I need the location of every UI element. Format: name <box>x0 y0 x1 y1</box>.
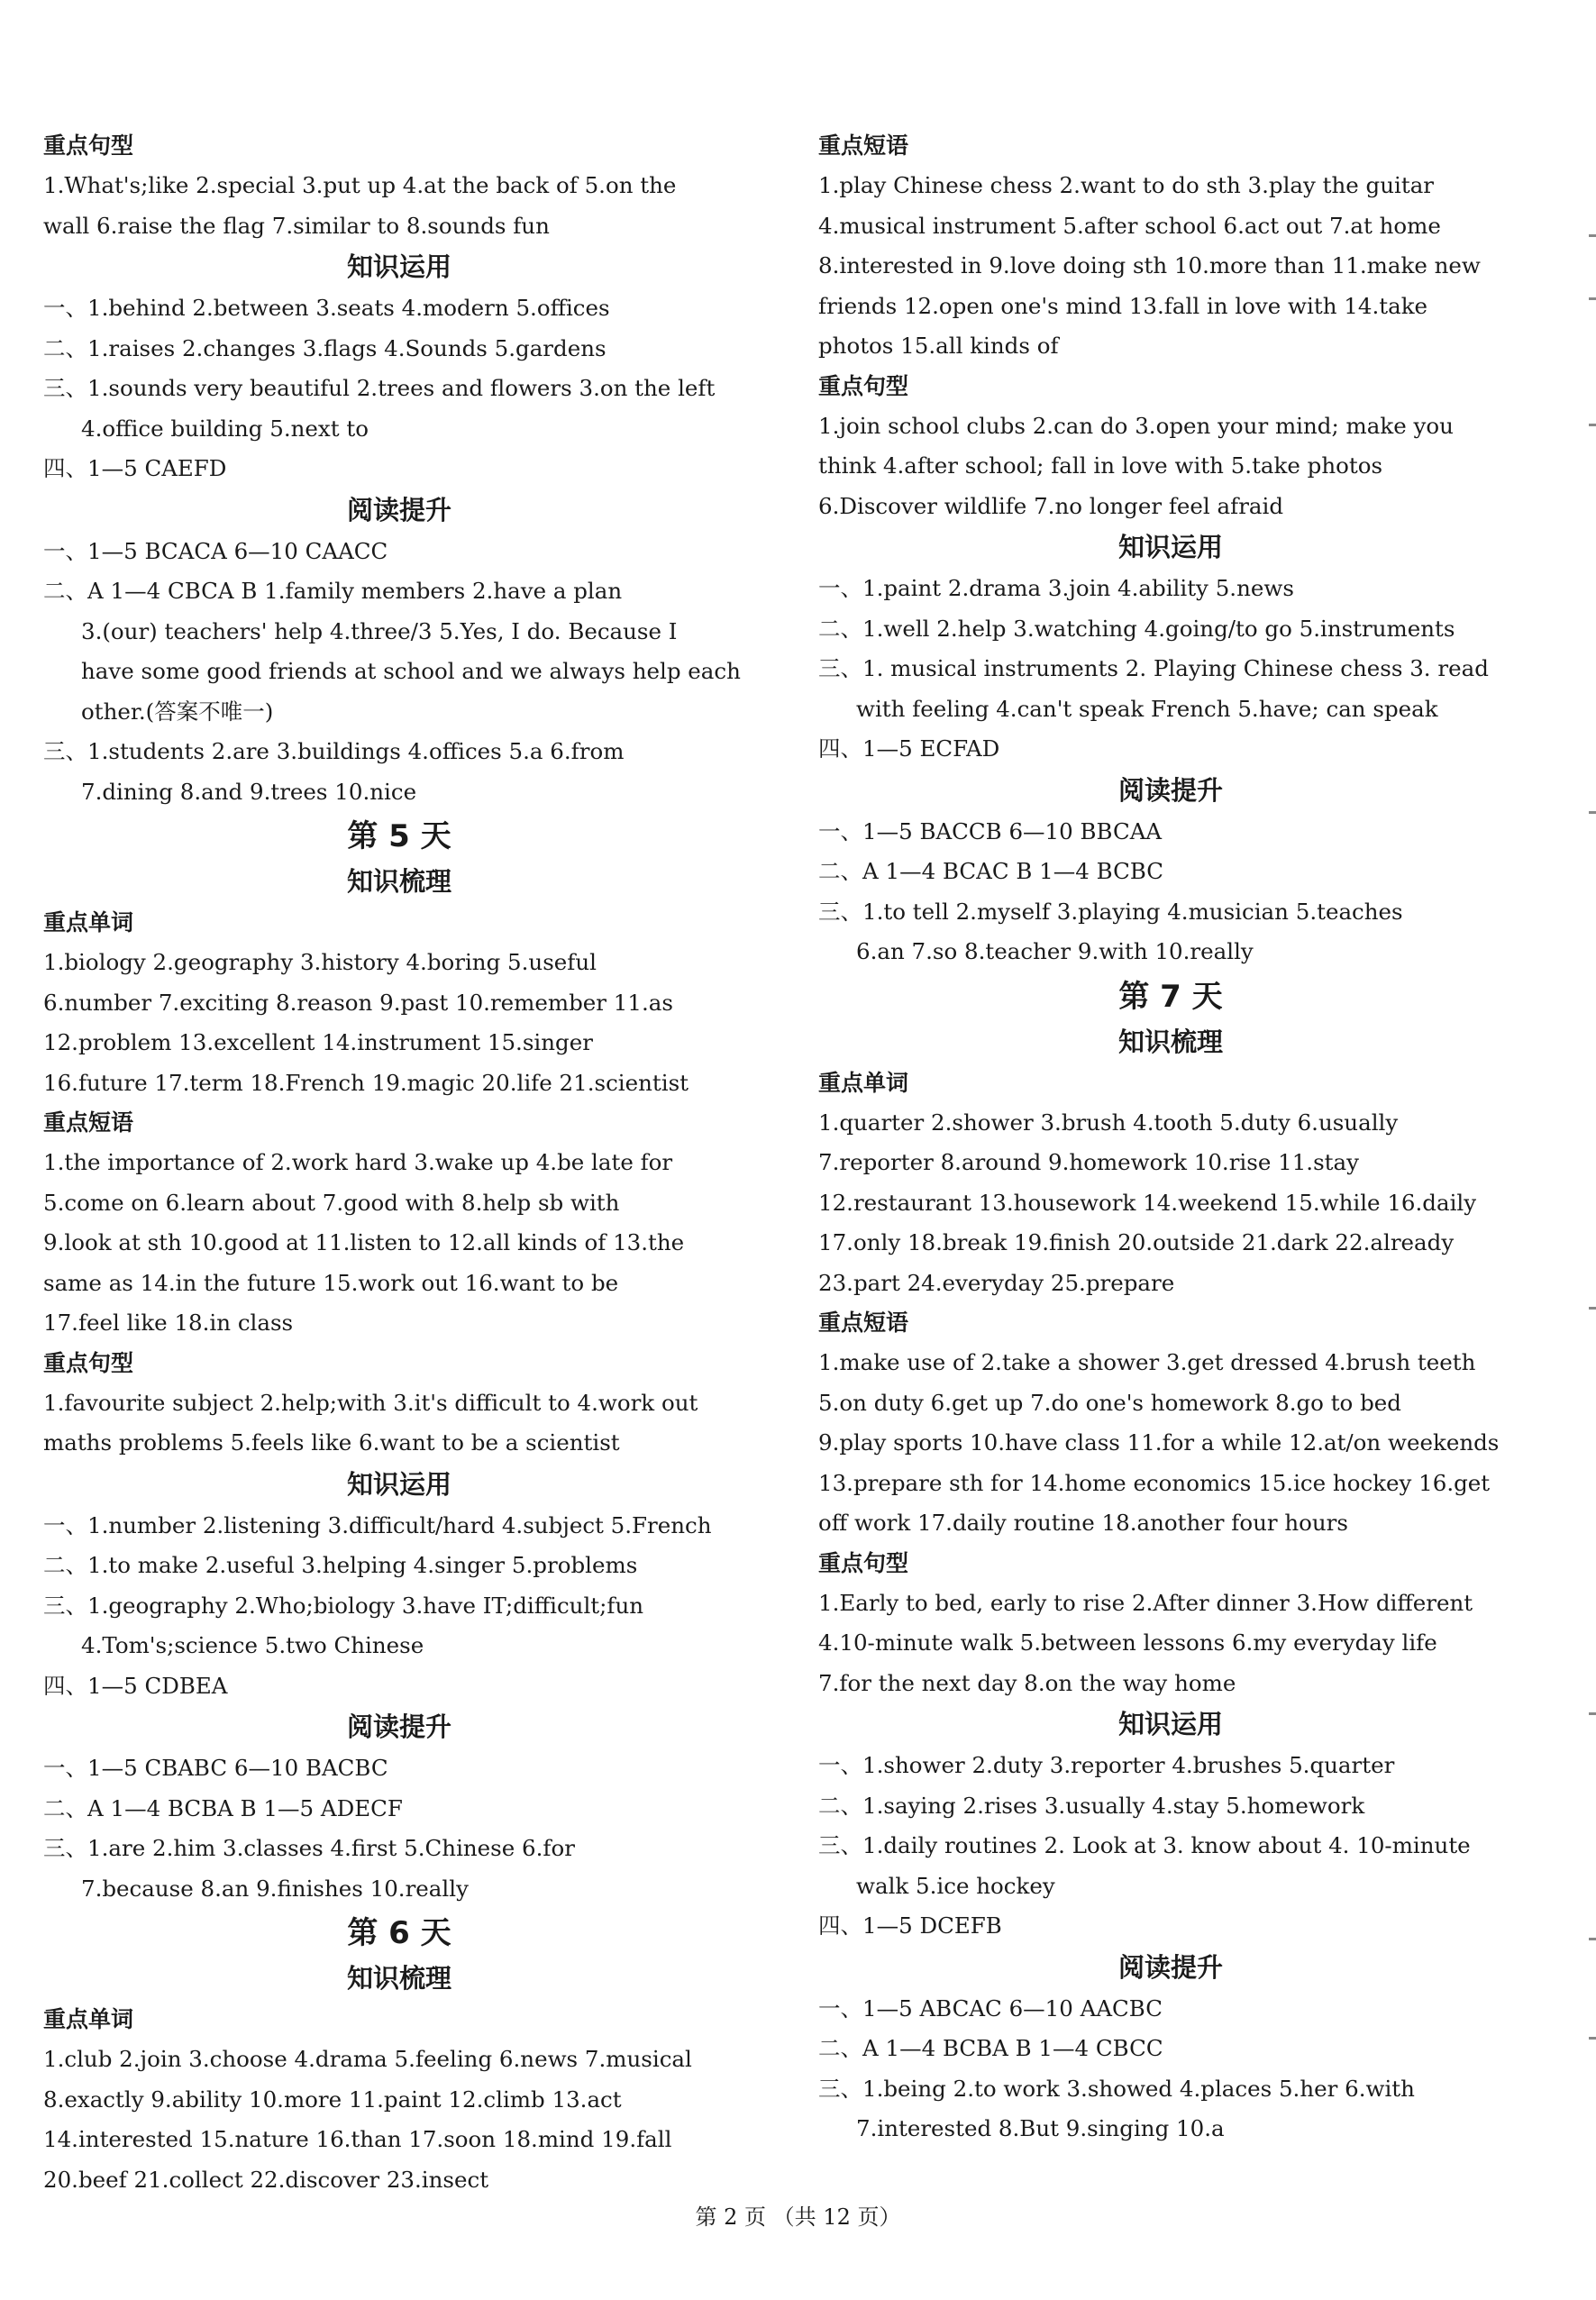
answer-line: 9.play sports 10.have class 11.for a while 12.at/on weekends <box>818 1429 1500 1456</box>
answer-line: 4.Tom's;science 5.two Chinese <box>81 1632 424 1658</box>
answer-line: 20.beef 21.collect 22.discover 23.insect <box>43 2166 489 2193</box>
answer-line: 三、1.sounds very beautiful 2.trees and flowers 3.on the left <box>43 375 716 401</box>
section-label: 重点句型 <box>43 132 134 159</box>
answer-line: 三、1.daily routines 2. Look at 3. know about 4. 10-minute <box>818 1832 1471 1858</box>
answer-line: 8.exactly 9.ability 10.more 11.paint 12.climb 13.act <box>43 2086 622 2113</box>
answer-line: 1.play Chinese chess 2.want to do sth 3.play the guitar <box>818 172 1435 198</box>
answer-line: 7.reporter 8.around 9.homework 10.rise 11.stay <box>818 1149 1359 1175</box>
answer-line: 3.(our) teachers' help 4.three/3 5.Yes, I do. Because I <box>81 617 678 644</box>
edge-mark <box>1589 2037 1596 2040</box>
answer-line: 三、1.are 2.him 3.classes 4.first 5.Chinese 6.for <box>43 1835 575 1861</box>
left-column <box>43 126 755 2200</box>
edge-mark <box>1589 1307 1596 1310</box>
answer-line: 1.Early to bed, early to rise 2.After dinner 3.How different <box>818 1589 1473 1616</box>
answer-line: 二、1.saying 2.rises 3.usually 4.stay 5.homework <box>818 1792 1365 1819</box>
edge-mark <box>1589 811 1596 814</box>
answer-line: 6.number 7.exciting 8.reason 9.past 10.remember 11.as <box>43 989 673 1016</box>
section-heading: 知识运用 <box>1117 532 1223 562</box>
answer-line: 三、1.students 2.are 3.buildings 4.offices 5.a 6.from <box>43 738 625 764</box>
section-label: 重点单词 <box>43 909 134 936</box>
answer-line: same as 14.in the future 15.work out 16.want to be <box>43 1269 619 1296</box>
answer-line: 7.because 8.an 9.finishes 10.really <box>81 1875 469 1902</box>
day-title: 第 6 天 <box>347 1915 451 1951</box>
answer-line: 四、1—5 ECFAD <box>818 735 1000 762</box>
answer-line: wall 6.raise the flag 7.similar to 8.sounds fun <box>43 212 550 239</box>
answer-line: 一、1—5 ABCAC 6—10 AACBC <box>818 1994 1163 2022</box>
answer-line: 1.make use of 2.take a shower 3.get dressed 4.brush teeth <box>818 1349 1476 1375</box>
answer-line: 1.favourite subject 2.help;with 3.it's difficult to 4.work out <box>43 1389 698 1416</box>
section-heading: 知识梳理 <box>346 866 451 897</box>
edge-mark <box>1589 1938 1596 1940</box>
section-label: 重点单词 <box>43 2006 134 2032</box>
section-heading: 知识运用 <box>346 1468 451 1500</box>
edge-mark <box>1589 234 1596 237</box>
section-heading: 知识运用 <box>1117 1709 1223 1739</box>
section-label: 重点句型 <box>818 1549 909 1576</box>
edge-mark <box>1589 297 1596 300</box>
answer-line: 5.come on 6.learn about 7.good with 8.help sb with <box>43 1189 620 1216</box>
edge-mark <box>1589 424 1596 426</box>
answer-line: 二、A 1—4 BCBA B 1—5 ADECF <box>43 1794 403 1821</box>
section-label: 重点句型 <box>43 1349 134 1376</box>
answer-line: 1.quarter 2.shower 3.brush 4.tooth 5.duty 6.usually <box>818 1109 1399 1136</box>
answer-line: other.(答案不唯一) <box>81 698 274 725</box>
answer-line: 13.prepare sth for 14.home economics 15.ice hockey 16.get <box>818 1469 1491 1496</box>
answer-line: 1.What's;like 2.special 3.put up 4.at the back of 5.on the <box>43 172 677 198</box>
answer-line: 1.biology 2.geography 3.history 4.boring 5.useful <box>43 949 597 975</box>
page-footer: 第 2 页 （共 12 页） <box>695 2204 901 2230</box>
section-label: 重点短语 <box>818 132 909 159</box>
section-heading: 阅读提升 <box>1117 774 1223 806</box>
answer-line: 二、A 1—4 BCBA B 1—4 CBCC <box>818 2035 1163 2061</box>
answer-line: 9.look at sth 10.good at 11.listen to 12.all kinds of 13.the <box>43 1229 685 1255</box>
section-label: 重点短语 <box>818 1310 909 1336</box>
answer-line: 三、1.to tell 2.myself 3.playing 4.musician 5.teaches <box>818 898 1403 925</box>
section-heading: 知识梳理 <box>1117 1026 1223 1057</box>
answer-line: 二、1.to make 2.useful 3.helping 4.singer 5.problems <box>43 1552 638 1578</box>
section-heading: 阅读提升 <box>1117 1951 1223 1983</box>
answer-line: 16.future 17.term 18.French 19.magic 20.life 21.scientist <box>43 1069 689 1096</box>
answer-line: 4.10-minute walk 5.between lessons 6.my everyday life <box>818 1629 1437 1656</box>
answer-line: 5.on duty 6.get up 7.do one's homework 8.go to bed <box>818 1389 1401 1416</box>
answer-line: 7.interested 8.But 9.singing 10.a <box>856 2115 1225 2141</box>
answer-line: have some good friends at school and we always help each <box>81 658 741 684</box>
answer-line: 7.dining 8.and 9.trees 10.nice <box>81 778 417 805</box>
answer-line: 四、1—5 CAEFD <box>43 455 227 481</box>
section-label: 重点句型 <box>818 372 909 399</box>
answer-line: 8.interested in 9.love doing sth 10.more than 11.make new <box>818 252 1481 278</box>
answer-line: 二、A 1—4 BCAC B 1—4 BCBC <box>818 858 1164 884</box>
answer-line: 一、1.shower 2.duty 3.reporter 4.brushes 5.quarter <box>818 1752 1395 1778</box>
answer-line: 1.the importance of 2.work hard 3.wake up 4.be late for <box>43 1149 673 1175</box>
answer-line: 四、1—5 CDBEA <box>43 1672 228 1699</box>
answer-line: 17.only 18.break 19.finish 20.outside 21.dark 22.already <box>818 1229 1455 1255</box>
answer-line: 1.club 2.join 3.choose 4.drama 5.feeling 6.news 7.musical <box>43 2046 692 2072</box>
answer-line: 二、1.raises 2.changes 3.flags 4.Sounds 5.gardens <box>43 334 606 361</box>
answer-line: 二、A 1—4 CBCA B 1.family members 2.have a plan <box>43 578 623 604</box>
answer-line: 三、1.being 2.to work 3.showed 4.places 5.her 6.with <box>818 2075 1415 2102</box>
right-column <box>818 126 1523 2149</box>
answer-line: think 4.after school; fall in love with 5.take photos <box>818 452 1383 479</box>
answer-line: 14.interested 15.nature 16.than 17.soon 18.mind 19.fall <box>43 2126 672 2152</box>
edge-mark <box>1589 1712 1596 1715</box>
answer-line: 1.join school clubs 2.can do 3.open your mind; make you <box>818 412 1454 439</box>
answer-line: 17.feel like 18.in class <box>43 1310 294 1336</box>
answer-line: 7.for the next day 8.on the way home <box>818 1669 1236 1696</box>
day-title: 第 7 天 <box>1118 978 1223 1015</box>
answer-line: 一、1—5 BCACA 6—10 CAACC <box>43 537 388 564</box>
answer-line: friends 12.open one's mind 13.fall in love with 14.take <box>818 292 1428 319</box>
answer-line: with feeling 4.can't speak French 5.have; can speak <box>856 695 1438 722</box>
answer-line: 一、1.paint 2.drama 3.join 4.ability 5.news <box>818 575 1294 601</box>
section-label: 重点单词 <box>818 1069 909 1096</box>
answer-line: off work 17.daily routine 18.another four hours <box>818 1510 1348 1536</box>
answer-line: 一、1—5 BACCB 6—10 BBCAA <box>818 817 1163 844</box>
answer-line: 一、1—5 CBABC 6—10 BACBC <box>43 1755 388 1781</box>
answer-line: photos 15.all kinds of <box>818 333 1059 359</box>
answer-line: 6.an 7.so 8.teacher 9.with 10.really <box>856 938 1254 964</box>
answer-line: 4.musical instrument 5.after school 6.act out 7.at home <box>818 212 1441 239</box>
answer-line: 三、1. musical instruments 2. Playing Chinese chess 3. read <box>818 655 1489 681</box>
section-heading: 知识梳理 <box>346 1963 451 1994</box>
answer-line: maths problems 5.feels like 6.want to be a scientist <box>43 1429 620 1456</box>
answer-line: 23.part 24.everyday 25.prepare <box>818 1269 1175 1296</box>
answer-line: 一、1.behind 2.between 3.seats 4.modern 5.offices <box>43 295 610 321</box>
answer-line: 一、1.number 2.listening 3.difficult/hard 4.subject 5.French <box>43 1511 712 1538</box>
answer-line: 三、1.geography 2.Who;biology 3.have IT;difficult;fun <box>43 1592 644 1619</box>
section-label: 重点短语 <box>43 1109 134 1136</box>
answer-line: 12.restaurant 13.housework 14.weekend 15.while 16.daily <box>818 1189 1477 1216</box>
section-heading: 阅读提升 <box>346 1711 451 1742</box>
section-heading: 知识运用 <box>346 251 451 282</box>
day-title: 第 5 天 <box>347 818 451 854</box>
section-heading: 阅读提升 <box>346 494 451 525</box>
answer-line: 12.problem 13.excellent 14.instrument 15.singer <box>43 1029 593 1055</box>
answer-line: 二、1.well 2.help 3.watching 4.going/to go 5.instruments <box>818 615 1455 642</box>
answer-line: 四、1—5 DCEFB <box>818 1912 1002 1939</box>
answer-line: 4.office building 5.next to <box>81 415 369 442</box>
answer-line: walk 5.ice hockey <box>856 1872 1055 1899</box>
answer-line: 6.Discover wildlife 7.no longer feel afraid <box>818 492 1284 519</box>
